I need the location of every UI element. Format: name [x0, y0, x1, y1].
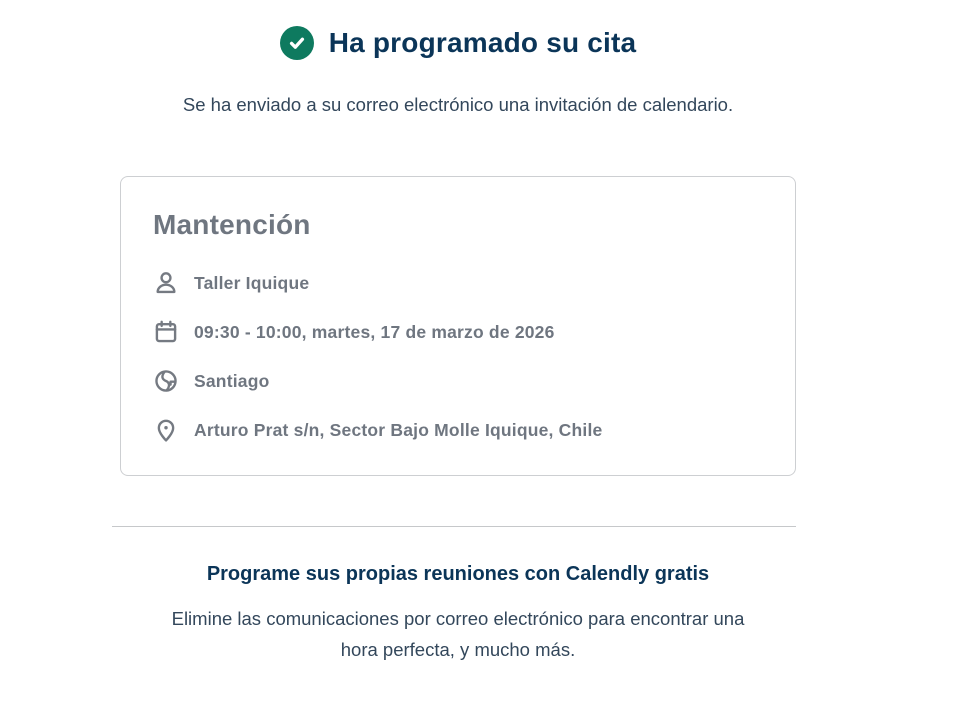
success-check-icon — [280, 26, 314, 60]
event-timezone-row — [153, 366, 763, 396]
event-datetime-row — [153, 317, 763, 347]
event-host-row — [153, 268, 763, 298]
event-datetime: 09:30 - 10:00, martes, 17 de marzo de 2026 — [194, 321, 555, 342]
event-timezone: Santiago — [194, 370, 270, 391]
calendar-icon — [153, 319, 179, 345]
event-details — [153, 268, 763, 445]
confirmation-header — [120, 26, 796, 60]
location-icon — [153, 417, 179, 443]
event-card — [120, 176, 796, 476]
globe-icon — [153, 368, 179, 394]
promo-body-line2: hora perfecta, y mucho más. — [340, 639, 576, 660]
person-icon — [153, 270, 179, 296]
confirmation-subtitle: Se ha enviado a su correo electrónico una invitación de calendario. — [182, 94, 734, 115]
event-location-row — [153, 415, 763, 445]
event-name: Mantención — [153, 209, 311, 240]
section-divider — [112, 526, 796, 527]
promo-body-line1: Elimine las comunicaciones por correo electrónico para encontrar una — [171, 608, 745, 629]
confirmation-page — [120, 26, 796, 665]
promo-heading: Programe sus propias reuniones con Calendly gratis — [206, 563, 710, 585]
promo-body — [120, 603, 796, 665]
event-host-name: Taller Iquique — [194, 272, 310, 293]
event-location: Arturo Prat s/n, Sector Bajo Molle Iquique, Chile — [194, 419, 603, 440]
page-title: Ha programado su cita — [328, 27, 637, 58]
